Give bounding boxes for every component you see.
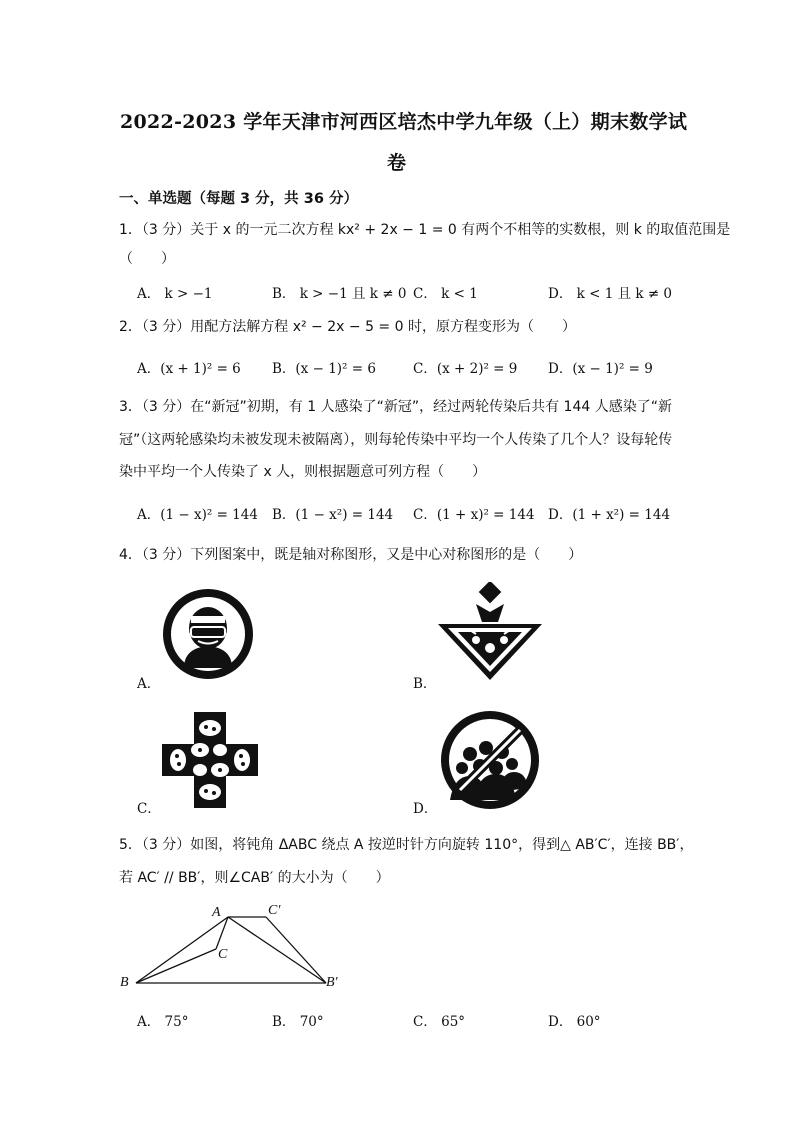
section-heading: 一、单选题（每题 3 分，共 36 分） xyxy=(119,191,358,207)
question-3-line-2: 冠”（这两轮感染均未被发现未被隔离），则每轮传染中平均一个人传染了几个人？设每轮传 xyxy=(119,432,673,448)
question-5-option-b[interactable]: B． 70° xyxy=(272,1014,324,1030)
page-title-line2: 卷 xyxy=(387,152,407,174)
question-1-option-b[interactable]: B． k > −1 且 k ≠ 0 xyxy=(272,286,407,302)
no-crowd-icon xyxy=(440,710,540,810)
question-3-option-b[interactable]: B．(1 − x²) = 144 xyxy=(272,507,394,523)
label-point-a: A xyxy=(212,905,221,920)
question-3-line-3: 染中平均一个人传染了 x 人，则根据题意可列方程（ ） xyxy=(119,464,487,480)
question-3-option-a[interactable]: A．(1 − x)² = 144 xyxy=(137,507,258,523)
question-3-option-d[interactable]: D．(1 + x²) = 144 xyxy=(548,507,671,523)
triangle-rotation-diagram xyxy=(120,900,360,1000)
question-2-option-c[interactable]: C．(x + 2)² = 9 xyxy=(413,361,518,377)
question-5-line-2: 若 AC′ // BB′，则∠CAB′ 的大小为（ ） xyxy=(119,870,390,886)
question-1-line-1: 1．（3 分）关于 x 的一元二次方程 kx² + 2x − 1 = 0 有两个不相等的实数根，则 k 的取值范围是 xyxy=(119,222,731,238)
question-5-line-1: 5．（3 分）如图，将钝角 ΔABC 绕点 A 按逆时针方向旋转 110°，得到△ AB′C′，连接 BB′， xyxy=(119,837,694,853)
question-2-option-b[interactable]: B．(x − 1)² = 6 xyxy=(272,361,376,377)
question-4-option-c[interactable]: C． xyxy=(137,801,161,817)
question-4-option-d[interactable]: D． xyxy=(413,801,438,817)
question-1-line-2: （ ） xyxy=(119,251,175,267)
question-2-option-d[interactable]: D．(x − 1)² = 9 xyxy=(548,361,653,377)
question-4-line-1: 4．（3 分）下列图案中，既是轴对称图形，又是中心对称图形的是（ ） xyxy=(119,547,583,563)
label-point-c: C xyxy=(218,947,228,962)
page-title-line1: 2022-2023 学年天津市河西区培杰中学九年级（上）期末数学试 xyxy=(120,111,688,133)
question-5-option-c[interactable]: C． 65° xyxy=(413,1014,466,1030)
question-1-option-a[interactable]: A． k > −1 xyxy=(137,286,213,302)
question-5-option-a[interactable]: A． 75° xyxy=(137,1014,189,1030)
label-point-b-prime: B′ xyxy=(326,975,338,990)
question-3-option-c[interactable]: C．(1 + x)² = 144 xyxy=(413,507,535,523)
question-1-option-d[interactable]: D． k < 1 且 k ≠ 0 xyxy=(548,286,673,302)
question-4-option-b[interactable]: B． xyxy=(413,676,437,692)
cross-pattern-icon xyxy=(162,712,258,808)
label-point-b: B xyxy=(120,975,129,990)
mask-face-icon xyxy=(162,588,254,680)
question-1-option-c[interactable]: C． k < 1 xyxy=(413,286,478,302)
question-2-line-1: 2．（3 分）用配方法解方程 x² − 2x − 5 = 0 时，原方程变形为（ ） xyxy=(119,319,576,335)
question-3-line-1: 3．（3 分）在“新冠”初期，有 1 人感染了“新冠”，经过两轮传染后共有 144 人感染了“新 xyxy=(119,399,672,415)
question-2-option-a[interactable]: A．(x + 1)² = 6 xyxy=(137,361,241,377)
question-4-option-a[interactable]: A． xyxy=(137,676,161,692)
ornament-triangle-icon xyxy=(436,582,544,682)
label-point-c-prime: C′ xyxy=(268,903,281,918)
question-5-option-d[interactable]: D． 60° xyxy=(548,1014,601,1030)
